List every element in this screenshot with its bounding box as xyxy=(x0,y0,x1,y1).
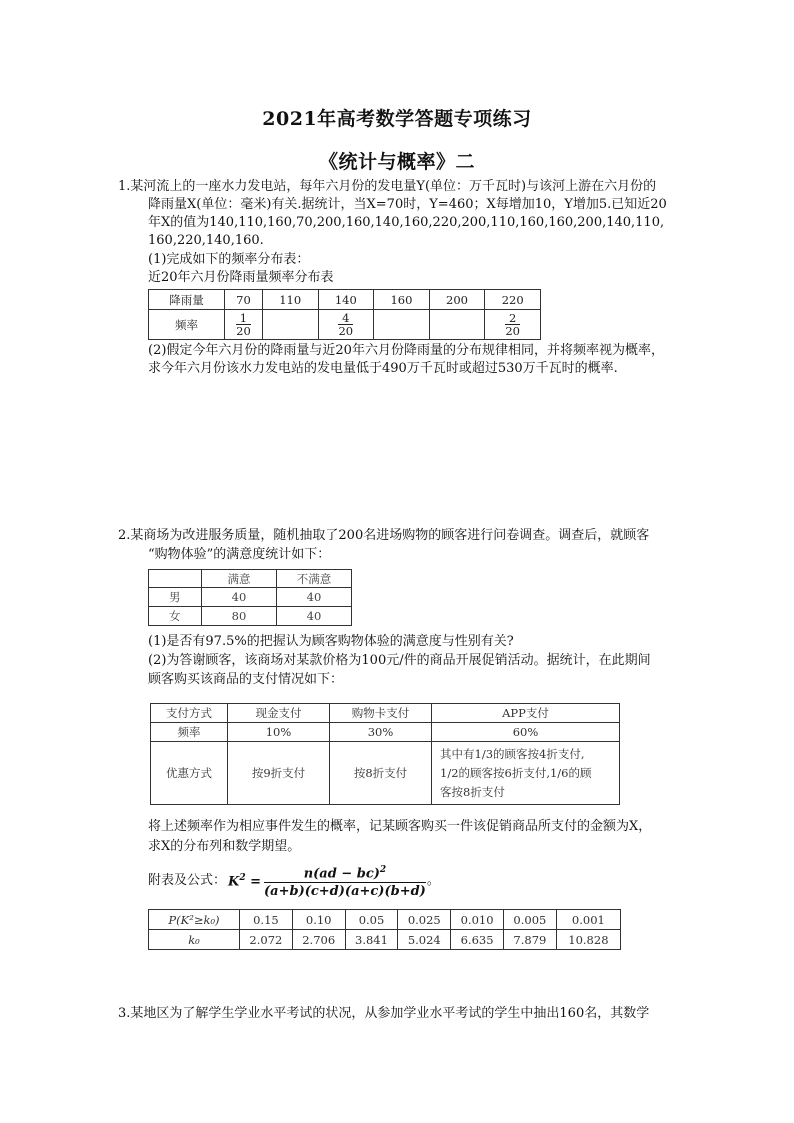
payment-cell: 10% xyxy=(228,723,330,742)
row-label-female: 女 xyxy=(149,607,202,626)
k-table-value: 5.024 xyxy=(398,930,451,950)
frequency-cell-empty xyxy=(262,310,318,340)
q3-line-1: 3.某地区为了解学生学业水平考试的状况，从参加学业水平考试的学生中抽出160名，其数学 xyxy=(118,1006,650,1021)
q2-part2-line-2: 顾客购买该商品的支付情况如下： xyxy=(148,672,344,687)
payment-row-label: 优惠方式 xyxy=(151,742,228,805)
formula-label: 附表及公式： xyxy=(148,873,227,888)
satisfaction-cell: 80 xyxy=(202,607,277,626)
q2-part2-line-1: (2)为答谢顾客，该商场对某款价格为100元/件的商品开展促销活动。据统计，在此期间 xyxy=(148,653,651,668)
frequency-numerator: 1 xyxy=(236,312,251,325)
k-table-value: 6.635 xyxy=(451,930,504,950)
frequency-cell xyxy=(485,310,541,340)
satisfaction-table xyxy=(148,569,352,626)
payment-header: 现金支付 xyxy=(228,704,330,723)
satisfaction-cell: 40 xyxy=(202,588,277,607)
q2-line-1: 2.某商场为改进服务质量，随机抽取了200名进场购物的顾客进行问卷调查。调查后，就顾客 xyxy=(118,528,650,543)
formula-numerator: n(ad − bc)$^2$ xyxy=(264,862,426,883)
payment-header: 支付方式 xyxy=(151,704,228,723)
q1-line-4: 160,220,140,160. xyxy=(148,233,264,248)
k-table-row2-label: k₀ xyxy=(149,930,240,950)
k-table-value: 10.828 xyxy=(556,930,620,950)
formula-fraction xyxy=(264,862,426,900)
q2-tail-line-2: 求X的分布列和数学期望。 xyxy=(148,839,301,854)
frequency-cell xyxy=(225,310,263,340)
frequency-denominator: 20 xyxy=(236,323,251,338)
q2-line-2: “购物体验”的满意度统计如下： xyxy=(148,547,331,562)
k-table-row1-label: P(K²≥k₀) xyxy=(149,910,240,930)
k-table-value: 2.072 xyxy=(240,930,293,950)
formula-end: 。 xyxy=(426,873,440,888)
rainfall-value: 70 xyxy=(225,290,263,310)
table-header-frequency: 频率 xyxy=(149,310,225,340)
q1-line-3: 年X的值为140,110,160,70,200,160,140,160,220,200,110,160,160,200,140,110, xyxy=(148,215,665,230)
formula-lhs: $K^2$ = xyxy=(228,872,262,890)
k-table-prob: 0.025 xyxy=(398,910,451,930)
satisfaction-cell: 40 xyxy=(277,607,352,626)
formula-numerator-text: n(ad − bc) xyxy=(303,866,380,882)
frequency-cell xyxy=(318,310,374,340)
rainfall-value: 110 xyxy=(262,290,318,310)
q1-part1: (1)完成如下的频率分布表： xyxy=(148,252,310,267)
rainfall-value: 140 xyxy=(318,290,374,310)
payment-table xyxy=(150,703,620,805)
app-discount-line: 1/2的顾客按6折支付,1/6的顾 xyxy=(440,765,592,780)
k-table-prob: 0.001 xyxy=(556,910,620,930)
payment-cell: 按8折支付 xyxy=(330,742,432,805)
satisfaction-header: 满意 xyxy=(202,570,277,588)
k-table-prob: 0.15 xyxy=(240,910,293,930)
app-discount-cell xyxy=(432,742,620,805)
satisfaction-cell: 40 xyxy=(277,588,352,607)
app-discount-line: 其中有1/3的顾客按4折支付, xyxy=(440,746,585,761)
k-table-prob: 0.10 xyxy=(292,910,345,930)
q2-tail-line-1: 将上述频率作为相应事件发生的概率，记某顾客购买一件该促销商品所支付的金额为X， xyxy=(148,819,652,834)
satisfaction-header: 不满意 xyxy=(277,570,352,588)
frequency-cell-empty xyxy=(429,310,485,340)
k-table-prob: 0.005 xyxy=(503,910,556,930)
satisfaction-header-blank xyxy=(149,570,202,588)
rainfall-value: 220 xyxy=(485,290,541,310)
payment-header: 购物卡支付 xyxy=(330,704,432,723)
frequency-cell-empty xyxy=(374,310,430,340)
q1-line-2: 降雨量X(单位：毫米)有关.据统计，当X=70时，Y=460；X每增加10，Y增加5.已知近20 xyxy=(148,197,667,212)
frequency-numerator: 2 xyxy=(505,312,520,325)
payment-cell: 按9折支付 xyxy=(228,742,330,805)
rainfall-frequency-table xyxy=(148,289,541,340)
payment-cell: 30% xyxy=(330,723,432,742)
payment-row-label: 频率 xyxy=(151,723,228,742)
app-discount-line: 客按8折支付 xyxy=(440,784,505,799)
payment-cell: 60% xyxy=(432,723,620,742)
k-table-value: 2.706 xyxy=(292,930,345,950)
k-table-value: 7.879 xyxy=(503,930,556,950)
page-title: 2021年高考数学答题专项练习 xyxy=(262,108,532,130)
frequency-denominator: 20 xyxy=(505,323,520,338)
rainfall-value: 160 xyxy=(374,290,430,310)
rainfall-value: 200 xyxy=(429,290,485,310)
q1-table-caption: 近20年六月份降雨量频率分布表 xyxy=(148,270,334,285)
q1-part2-line-1: (2)假定今年六月份的降雨量与近20年六月份降雨量的分布规律相同，并将频率视为概率， xyxy=(148,343,664,358)
q1-line-1: 1.某河流上的一座水力发电站，每年六月份的发电量Y(单位：万千瓦时)与该河上游在六月份的 xyxy=(118,179,657,194)
k-table-value: 3.841 xyxy=(345,930,398,950)
q1-part2-line-2: 求今年六月份该水力发电站的发电量低于490万千瓦时或超过530万千瓦时的概率. xyxy=(148,361,618,376)
formula-k: K xyxy=(228,874,240,890)
formula-row xyxy=(148,862,440,900)
payment-header: APP支付 xyxy=(432,704,620,723)
formula-denominator: (a+b)(c+d)(a+c)(b+d) xyxy=(264,884,426,900)
k-critical-table xyxy=(148,909,621,950)
k-table-prob: 0.010 xyxy=(451,910,504,930)
q2-part1: (1)是否有97.5%的把握认为顾客购物体验的满意度与性别有关? xyxy=(148,634,514,649)
page-subtitle: 《统计与概率》二 xyxy=(318,151,475,173)
row-label-male: 男 xyxy=(149,588,202,607)
frequency-numerator: 4 xyxy=(338,312,353,325)
frequency-denominator: 20 xyxy=(338,323,354,338)
k-table-prob: 0.05 xyxy=(345,910,398,930)
table-header-rainfall: 降雨量 xyxy=(149,290,225,310)
